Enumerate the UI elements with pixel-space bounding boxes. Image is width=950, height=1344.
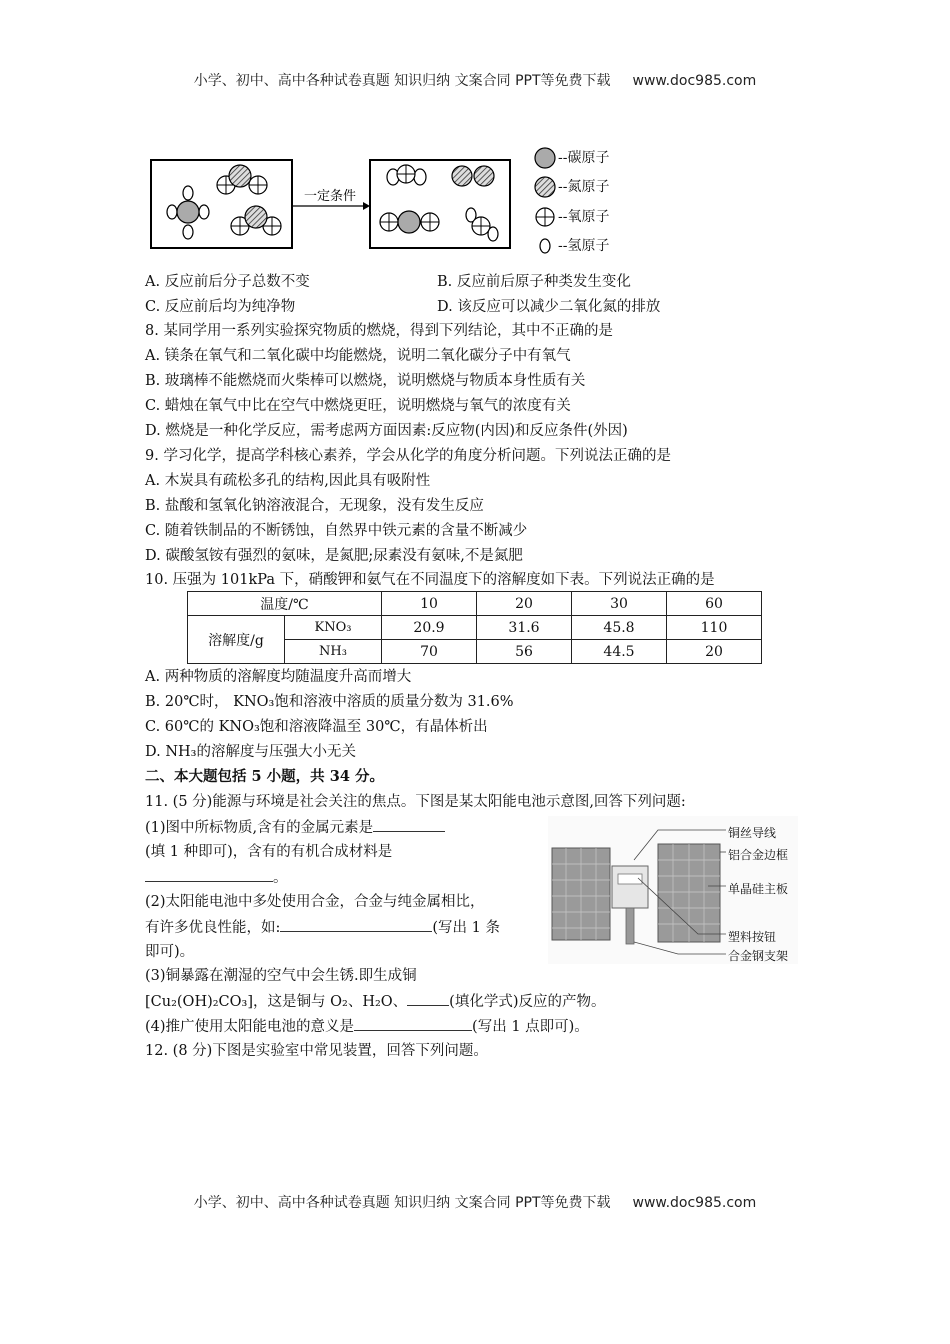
label-silicon-board: 单晶硅主板 — [728, 882, 789, 896]
legend-nitrogen: --氮原子 — [558, 179, 610, 195]
legend-carbon: --碳原子 — [558, 150, 610, 166]
q11-part4-text: (4)推广使用太阳能电池的意义是 — [145, 1019, 355, 1035]
carbon-atom-icon — [535, 148, 555, 168]
q11-part3-line2 — [145, 991, 606, 1012]
table-cell: 45.8 — [572, 616, 667, 640]
q9-option-a: A. 木炭具有疏松多孔的结构,因此具有吸附性 — [145, 473, 431, 489]
page-footer — [0, 1192, 950, 1212]
solubility-table — [187, 591, 762, 664]
center-module — [612, 866, 648, 908]
q7-option-b: B. 反应前后原子种类发生变化 — [437, 274, 631, 290]
label-plastic-button: 塑料按钮 — [728, 930, 777, 944]
q10-option-b: B. 20℃时， KNO₃饱和溶液中溶质的质量分数为 31.6% — [145, 694, 514, 710]
q11-part1-line1 — [145, 817, 445, 838]
q11-part2-line3: 即可)。 — [145, 944, 195, 960]
footer-text: 小学、初中、高中各种试卷真题 知识归纳 文案合同 PPT等免费下载 — [193, 1195, 611, 1211]
q10-stem: 10. 压强为 101kPa 下，硝酸钾和氨气在不同温度下的溶解度如下表。下列说法正确的是 — [145, 572, 715, 588]
answer-blank[interactable] — [354, 1016, 472, 1031]
page-header — [0, 70, 950, 90]
table-cell: KNO₃ — [285, 616, 382, 640]
arrow-label: 一定条件 — [303, 189, 357, 204]
reaction-diagram — [140, 140, 620, 260]
header-text: 小学、初中、高中各种试卷真题 知识归纳 文案合同 PPT等免费下载 — [193, 73, 611, 89]
section-heading: 二、本大题包括 5 小题，共 34 分。 — [145, 768, 384, 785]
table-cell: 70 — [382, 640, 477, 664]
q8-option-a: A. 镁条在氧气和二氧化碳中均能燃烧，说明二氧化碳分子中有氧气 — [145, 348, 571, 364]
q7-option-c: C. 反应前后均为纯净物 — [145, 299, 296, 315]
q7-option-a: A. 反应前后分子总数不变 — [145, 274, 310, 290]
q8-stem: 8. 某同学用一系列实验探究物质的燃烧，得到下列结论，其中不正确的是 — [145, 323, 613, 339]
answer-blank[interactable] — [280, 917, 432, 932]
table-cell: 110 — [667, 616, 762, 640]
q11-part2-line1: (2)太阳能电池中多处使用合金，合金与纯金属相比， — [145, 894, 485, 910]
temp-header: 温度/℃ — [188, 592, 382, 616]
q11-part2-hint: (写出 1 条 — [432, 920, 500, 936]
q11-part3-line1: (3)铜暴露在潮湿的空气中会生锈.即生成铜 — [145, 968, 417, 984]
q8-option-b: B. 玻璃棒不能燃烧而火柴棒可以燃烧，说明燃烧与物质本身性质有关 — [145, 373, 586, 389]
table-cell: 20 — [477, 592, 572, 616]
q11-part2-line2 — [145, 917, 500, 938]
q8-option-c: C. 蜡烛在氧气中比在空气中燃烧更旺，说明燃烧与氧气的浓度有关 — [145, 398, 571, 414]
q11-part1-end: 。 — [273, 870, 288, 886]
table-cell: 56 — [477, 640, 572, 664]
header-url[interactable]: www.doc985.com — [632, 73, 757, 89]
q11-part3-text: [Cu₂(OH)₂CO₃]，这是铜与 O₂、H₂O、 — [145, 994, 408, 1010]
solubility-header: 溶解度/g — [188, 616, 285, 664]
q11-part4 — [145, 1016, 589, 1037]
legend-oxygen: --氧原子 — [558, 209, 610, 225]
q12-stem: 12. (8 分)下图是实验室中常见装置，回答下列问题。 — [145, 1043, 488, 1059]
q9-option-d: D. 碳酸氢铵有强烈的氨味，是氮肥;尿素没有氨味,不是氮肥 — [145, 548, 523, 564]
stand — [626, 908, 634, 944]
table-cell: 60 — [667, 592, 762, 616]
label-copper-wire: 铜丝导线 — [728, 826, 777, 840]
q11-stem: 11. (5 分)能源与环境是社会关注的焦点。下图是某太阳能电池示意图,回答下列问题: — [145, 794, 686, 810]
legend-hydrogen: --氢原子 — [558, 238, 610, 254]
table-cell: 30 — [572, 592, 667, 616]
q11-part4-end: (写出 1 点即可)。 — [472, 1019, 589, 1035]
answer-blank[interactable] — [145, 867, 273, 882]
q8-option-d: D. 燃烧是一种化学反应，需考虑两方面因素:反应物(内因)和反应条件(外因) — [145, 423, 628, 439]
nitrogen-atom-icon — [535, 177, 555, 197]
footer-url[interactable]: www.doc985.com — [632, 1195, 757, 1211]
table-cell: 10 — [382, 592, 477, 616]
q11-part1-line3 — [145, 867, 288, 888]
table-cell: 44.5 — [572, 640, 667, 664]
q10-option-c: C. 60℃的 KNO₃饱和溶液降温至 30℃，有晶体析出 — [145, 719, 488, 735]
q10-option-a: A. 两种物质的溶解度均随温度升高而增大 — [145, 669, 412, 685]
hydrogen-atom-icon — [540, 239, 550, 253]
q11-part1-line2: (填 1 种即可)，含有的有机合成材料是 — [145, 844, 393, 860]
q10-option-d: D. NH₃的溶解度与压强大小无关 — [145, 744, 356, 760]
oxygen-atom-icon — [536, 208, 554, 226]
q11-part1-text: (1)图中所标物质,含有的金属元素是 — [145, 820, 374, 836]
q9-stem: 9. 学习化学，提高学科核心素养，学会从化学的角度分析问题。下列说法正确的是 — [145, 448, 671, 464]
answer-blank[interactable] — [373, 817, 445, 832]
table-cell: 20 — [667, 640, 762, 664]
q9-option-b: B. 盐酸和氢氧化钠溶液混合，无现象，没有发生反应 — [145, 498, 484, 514]
q11-part2-text: 有许多优良性能，如: — [145, 920, 281, 936]
table-cell: NH₃ — [285, 640, 382, 664]
table-row — [188, 616, 762, 640]
answer-blank[interactable] — [407, 991, 449, 1006]
q11-part3-end: (填化学式)反应的产物。 — [449, 994, 606, 1010]
table-cell: 20.9 — [382, 616, 477, 640]
product-co2-molecule — [380, 211, 439, 233]
q7-option-d: D. 该反应可以减少二氧化氮的排放 — [437, 299, 661, 315]
table-row — [188, 592, 762, 616]
label-aluminum-frame: 铝合金边框 — [728, 848, 789, 862]
table-cell: 31.6 — [477, 616, 572, 640]
q9-option-c: C. 随着铁制品的不断锈蚀，自然界中铁元素的含量不断减少 — [145, 523, 528, 539]
label-steel-stand: 合金钢支架 — [728, 949, 789, 963]
